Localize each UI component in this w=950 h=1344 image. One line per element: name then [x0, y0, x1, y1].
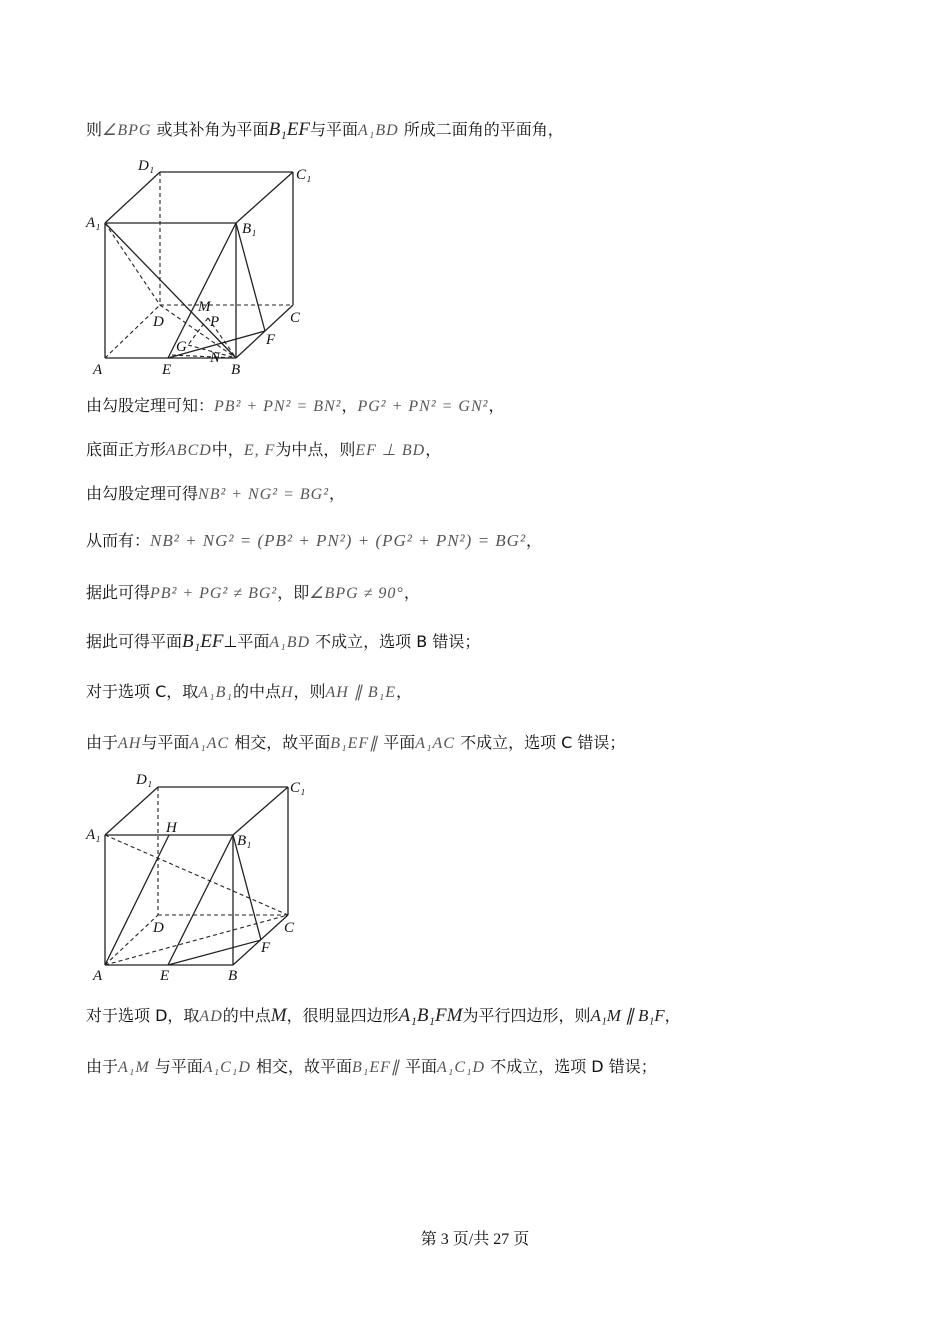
text-segment: 平面	[399, 1057, 437, 1076]
math-point-h: H	[280, 684, 294, 701]
text-segment: 相交，故平面	[229, 733, 331, 752]
text-line-8	[86, 680, 412, 705]
label-a: A	[93, 362, 103, 378]
text-line-10	[86, 1004, 681, 1029]
math-plane-a1bd: A₁BD	[358, 122, 399, 139]
text-segment: 不成立，选项 D 错误；	[485, 1057, 657, 1076]
label-f: F	[266, 332, 276, 348]
text-segment: ，	[664, 1006, 681, 1025]
text-segment: 中，	[211, 440, 244, 459]
text-segment: 与平面	[141, 733, 190, 752]
text-segment: ，很明显四边形	[286, 1006, 399, 1025]
label-c1: C₁	[290, 780, 306, 796]
math-line-a1m: A₁M	[118, 1059, 150, 1076]
text-line-9	[86, 731, 625, 756]
cube-figure-2	[84, 766, 314, 984]
math-square-abcd: ABCD	[166, 442, 212, 459]
label-p: P	[210, 314, 220, 330]
cube-figure-1	[84, 152, 324, 378]
text-segment: 平面	[237, 632, 270, 651]
math-plane-b1ef: B₁EF∥	[330, 735, 379, 752]
math-points-ef: E, F	[243, 442, 276, 459]
text-segment: 由勾股定理可知：	[86, 396, 215, 415]
text-segment: 对于选项 C，取	[86, 682, 199, 701]
label-g: G	[176, 339, 187, 355]
label-b: B	[231, 362, 241, 378]
math-equation: NB² + NG² = (PB² + PN²) + (PG² + PN²) = BG²	[150, 531, 527, 550]
text-segment: 的中点	[232, 682, 281, 701]
math-plane-b1ef: B₁EF∥	[352, 1059, 400, 1076]
label-b: B	[228, 968, 238, 984]
math-segment-a1b1: A₁B₁	[198, 684, 233, 701]
text-segment: ，	[341, 396, 358, 415]
text-segment: ，即	[277, 583, 310, 602]
math-plane-a1ac: A₁AC	[415, 735, 455, 752]
label-d: D	[153, 920, 164, 936]
text-segment: 与平面	[310, 120, 359, 139]
text-segment: 相交，故平面	[250, 1057, 352, 1076]
text-segment: 为中点，则	[275, 440, 356, 459]
text-segment: 不成立，选项 C 错误；	[455, 733, 626, 752]
label-c1: C₁	[296, 167, 312, 183]
math-equation: PG² + PN² = GN²	[357, 398, 489, 415]
text-segment: ，	[403, 583, 420, 602]
text-line-5	[86, 529, 542, 553]
math-quadrilateral: A₁B₁FM	[398, 1005, 463, 1026]
text-segment: ，	[425, 440, 442, 459]
text-segment: 平面	[378, 733, 416, 752]
text-segment: 据此可得平面	[86, 632, 183, 651]
math-plane-a1c1d: A₁C₁D	[202, 1059, 251, 1076]
label-c: C	[290, 310, 301, 326]
math-perpendicular: EF ⊥ BD	[355, 442, 426, 459]
math-inequality: PB² + PG² ≠ BG²	[150, 585, 278, 602]
label-h: H	[166, 820, 177, 836]
math-plane-a1ac: A₁AC	[189, 735, 230, 752]
text-segment: 从而有：	[86, 531, 151, 550]
math-equation: PB² + PN² = BN²	[214, 398, 342, 415]
label-d1: D₁	[138, 158, 155, 174]
text-line-1	[86, 118, 564, 143]
text-line-2	[86, 394, 504, 419]
text-segment: 的中点	[222, 1006, 271, 1025]
text-line-6	[86, 581, 420, 606]
text-segment: 底面正方形	[86, 440, 167, 459]
text-line-4	[86, 482, 345, 507]
math-plane-a1c1d: A₁C₁D	[436, 1059, 486, 1076]
label-a1: A₁	[86, 827, 101, 843]
text-segment: 为平行四边形，则	[462, 1006, 591, 1025]
text-segment: 由于	[86, 1057, 119, 1076]
math-angle-bpg: ∠BPG	[102, 122, 152, 139]
math-point-m: M	[270, 1005, 287, 1026]
label-d1: D₁	[136, 772, 153, 788]
text-line-7	[86, 630, 480, 655]
perpendicular-symbol: ⊥	[223, 632, 238, 651]
label-b1: B₁	[242, 221, 257, 237]
text-segment: ，	[488, 396, 505, 415]
text-segment: ，则	[293, 682, 326, 701]
math-plane-a1bd: A₁BD	[269, 634, 311, 651]
math-plane-b1ef: B₁EF	[182, 631, 224, 652]
text-segment: 或其补角为平面	[151, 120, 269, 139]
label-d: D	[153, 314, 164, 330]
text-line-3	[86, 438, 441, 463]
text-segment: 由勾股定理可得	[86, 484, 199, 503]
text-segment: 据此可得	[86, 583, 151, 602]
label-c: C	[284, 920, 295, 936]
text-segment: 则	[86, 120, 103, 139]
text-segment: 由于	[86, 733, 119, 752]
text-segment: 对于选项 D，取	[86, 1006, 200, 1025]
label-f: F	[261, 940, 271, 956]
label-a1: A₁	[86, 215, 101, 231]
text-line-11	[86, 1055, 657, 1080]
label-a: A	[93, 968, 103, 984]
math-segment-ad: AD	[199, 1008, 223, 1025]
text-segment: 所成二面角的平面角，	[398, 120, 564, 139]
math-equation: NB² + NG² = BG²	[198, 486, 329, 503]
text-segment: ，	[329, 484, 346, 503]
text-segment: ，	[395, 682, 412, 701]
math-line-ah: AH	[118, 735, 142, 752]
label-m: M	[198, 299, 211, 315]
text-segment: ，	[526, 531, 543, 550]
text-segment: 不成立，选项 B 错误；	[310, 632, 481, 651]
math-parallel: AH ∥ B₁E	[325, 684, 396, 701]
math-angle-inequality: ∠BPG ≠ 90°	[309, 585, 404, 602]
page-footer: 第 3 页/共 27 页	[420, 1231, 530, 1248]
math-plane-b1ef: B₁EF	[268, 119, 310, 140]
label-e: E	[162, 362, 172, 378]
text-segment: 与平面	[149, 1057, 203, 1076]
math-parallel: A₁M ∥ B₁F	[590, 1006, 665, 1025]
label-n: N	[210, 350, 221, 366]
label-e: E	[160, 968, 170, 984]
label-b1: B₁	[237, 833, 252, 849]
